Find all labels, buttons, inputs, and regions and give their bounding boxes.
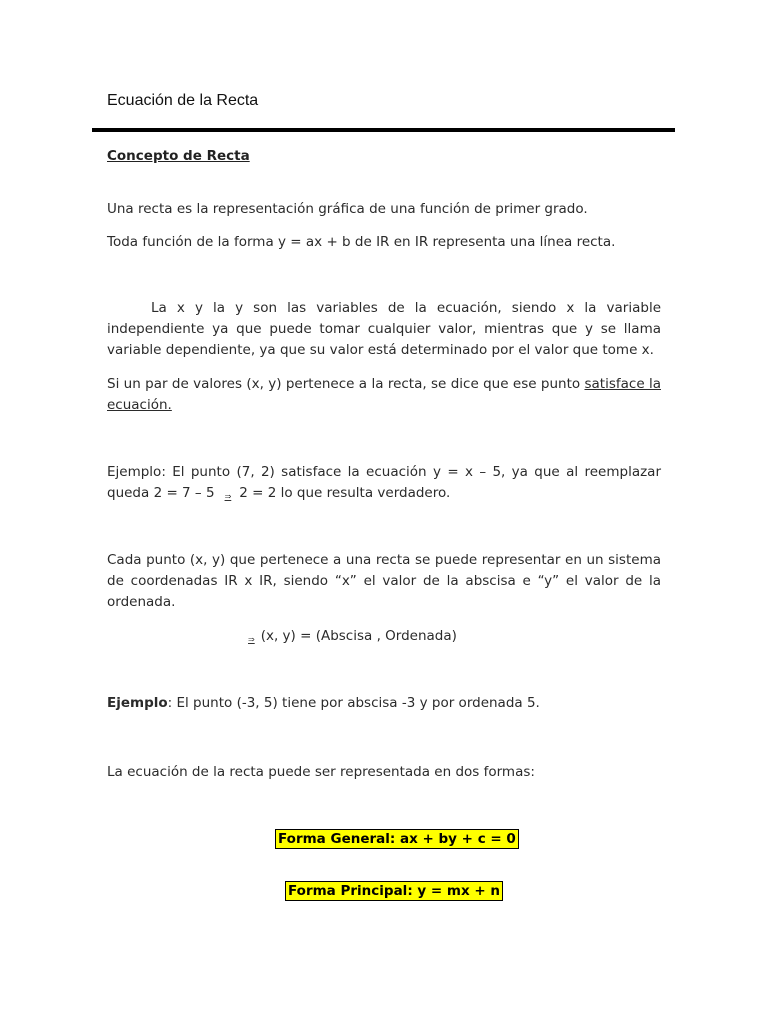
formula-general-equation: : ax + by + c = 0 <box>389 831 516 847</box>
paragraph-two-forms: La ecuación de la recta puede ser representada en dos formas: <box>107 764 535 780</box>
title-rule <box>92 128 675 132</box>
example-abscisa-text: : El punto (-3, 5) tiene por abscisa -3 y por ordenada 5. <box>167 695 540 711</box>
formula-general-label: Forma General <box>278 831 390 847</box>
paragraph-satisfies <box>107 374 661 416</box>
paragraph-satisfies-lead: Si un par de valores (x, y) pertenece a la recta, se dice que ese punto <box>107 376 585 392</box>
satisface-la-ecuacion-underlined: satisface la ecuación. <box>107 376 661 413</box>
formula-principal-equation: : y = mx + n <box>407 883 501 899</box>
coordinate-pair-text: (x, y) = (Abscisa , Ordenada) <box>260 628 457 644</box>
formula-general-box <box>275 829 519 849</box>
paragraph-variables: La x y la y son las variables de la ecuación, siendo x la variable independiente ya que puede tomar cualquier valor, mientras que y se llama variable dependiente, ya que su valor está determinado por el valor que tome x. <box>107 300 661 358</box>
example-substitution-tail: 2 = 2 lo que resulta verdadero. <box>239 485 451 501</box>
paragraph-coordinates: Cada punto (x, y) que pertenece a una recta se puede representar en un sistema de coordenadas IR x IR, siendo “x” el valor de la abscisa e “y” el valor de la ordenada. <box>107 552 661 610</box>
paragraph-example-substitution <box>107 462 661 504</box>
implies-arrow-icon: ⇒ <box>248 635 255 644</box>
example-label: Ejemplo <box>107 695 168 711</box>
example-substitution-lead: Ejemplo: El punto (7, 2) satisface la ecuación y = x – 5, ya que al reemplazar queda 2 = 7 – 5 <box>107 464 661 501</box>
formula-principal-label: Forma Principal <box>288 883 408 899</box>
section-heading: Concepto de Recta <box>107 148 250 164</box>
document-title: Ecuación de la Recta <box>107 92 259 109</box>
formula-principal-box <box>285 881 503 901</box>
implies-arrow-icon: ⇒ <box>224 492 232 501</box>
coordinate-pair-line <box>248 626 457 647</box>
paragraph-function-form: Toda función de la forma y = ax + b de IR en IR representa una línea recta. <box>107 234 616 250</box>
paragraph-example-abscisa <box>107 693 661 714</box>
paragraph-definition: Una recta es la representación gráfica de una función de primer grado. <box>107 201 588 217</box>
